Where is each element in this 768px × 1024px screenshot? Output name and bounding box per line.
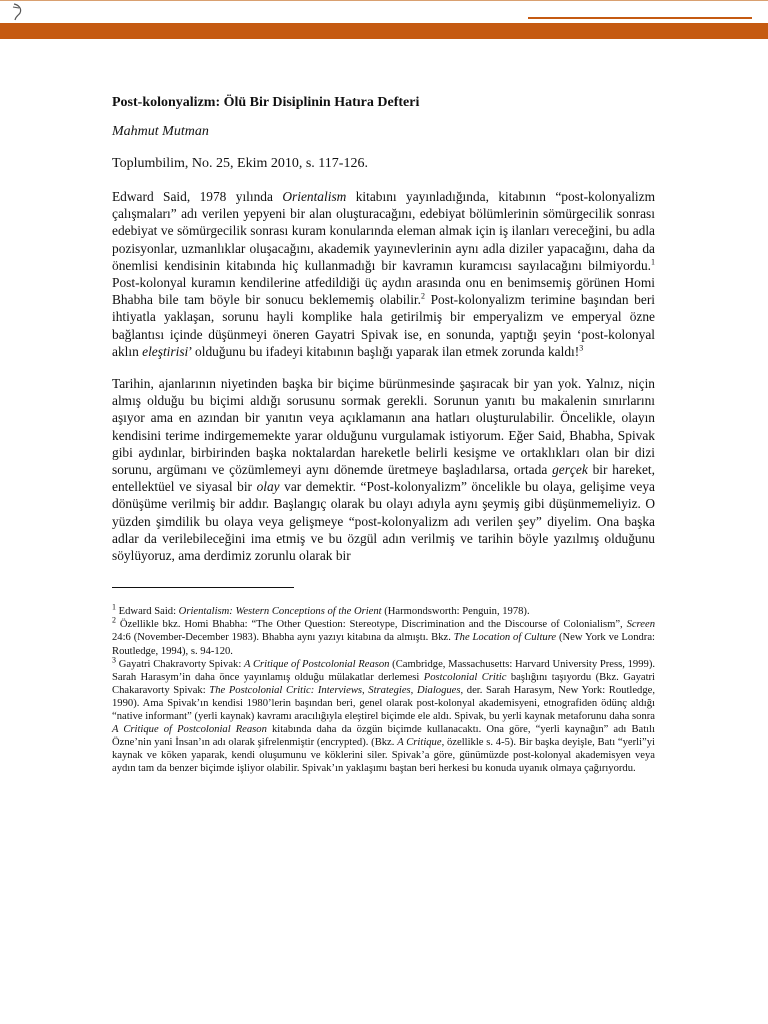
footnote-ref-2: 2	[420, 291, 425, 301]
header-bar	[0, 0, 768, 38]
quill-pen-icon	[10, 3, 24, 21]
emphasis: gerçek	[552, 462, 588, 478]
body-paragraph-1: Edward Said, 1978 yılında Orientalism kitabını yayınladığında, kitabının “post-kolonyalizm çalışmaları” adı verilen yepyeni bir alan oluşturacağını, edebiyat bölümlerinin sömürgecilik sonrası edebiyat ve sömürgecilik sonrası kuram konularında eleman almak için iş ilanları vereceğini, bu adla pozisyonlar, uzmanlıklar oluşacağını, akademik yayınevlerinin aynı adla diziler yapacağını, daha da önemlisi kendisinin kitabında hiç kullanmadığı bir kavramın kuramcısı sayılacağını bilmiyordu.$^1$ Post-kolonyal kuramın kendilerine atfedildiği üç aydın arasında onu en benimsemiş görünen Homi Bhabha bile tam böyle bir sonucu beklememiş olabilir.$^2$ Post-kolonyalizm terimine başından beri ihtiyatla yaklaşan, sorunu hayli komplike hala getirilmiş bir emperyalizm ve emperyal özne bağlantısı içinde düşünmeyi öneren Gayatri Spivak ise, en sonunda, yaptığı şeyin ‘post-kolonyal aklın eleştirisi’ olduğunu bu ifadeyi kitabının başlığı yaparak ilan etmek zorunda kaldı!$^3$	[112, 189, 655, 359]
document-page	[112, 94, 655, 775]
body-paragraph-2: Tarihin, ajanlarının niyetinden başka bir biçime bürünmesinde şaşıracak bir yan yok. Yalnız, niçin almış olduğu bu biçimi aldığı sorusunu sormak gerekli. Sorunun yanıtı bu makalenin sınırlarını aşıyor ama en azından bir yanıtın veya açıklamanın ana hatları oluşturulabilir. Öncelikle, olayın kendisini terime indirgememekte yarar olduğunu vurgulamak istiyorum. Eğer Said, Bhabha, Spivak gibi aydınlar, birbirinden başka noktalardan hareketle belirli kesişme ve ortaklıkları olan bir dizi sorunu, argümanı ve çözümlemeyi aynı dönemde üretmeye başladılarsa, ortada gerçek bir hareket, entellektüel ve siyasal bir olay var demektir. “Post-kolonyalizm” öncelikle bu olaya, gelişime veya dönüşüme verilmiş bir addır. Başlangıç olarak bu olayı adıyla aynı şeymiş gibi düşünmemeliyiz. O yüzden şimdilik bu olaya veya gelişmeye “post-kolonyalizm adı verilen şey” diyelim. Ona başka adlar da verilebileceğini ima etmiş ve bu özgül adın verilmiş ve tarihin böyle yazılmış olduğunu söylüyoruz, ama derdimiz zorunlu olarak bir	[112, 376, 656, 564]
book-title: Orientalism	[282, 189, 347, 204]
footnote-ref-3: 3	[579, 343, 584, 353]
footnote-1: $^1$ Edward Said: Orientalism: Western Conceptions of the Orient (Harmondsworth: Penguin, 1978).	[112, 602, 530, 618]
article-title: Post-kolonyalizm: Ölü Bir Disiplinin Hatıra Defteri	[112, 95, 420, 110]
header-rule	[528, 17, 752, 19]
article-citation: Toplumbilim, No. 25, Ekim 2010, s. 117-126.	[112, 156, 368, 171]
article-author: Mahmut Mutman	[112, 124, 209, 139]
footnote-separator	[112, 587, 294, 588]
footnote-2: $^2$ Özellikle bkz. Homi Bhabha: “The Other Question: Stereotype, Discrimination and the Discourse of Colonialism”, Screen 24:6 (November-December 1983). Bhabha aynı yazıyı kitabına da almıştı. Bkz. The Location of Culture (New York ve Londra: Routledge, 1994), s. 94-120.	[112, 615, 655, 657]
footnote-3: $^3$ Gayatri Chakravorty Spivak: A Critique of Postcolonial Reason (Cambridge, Massachusetts: Harvard University Press, 1999). Sarah Harasym’in daha önce yayınlamış olduğu mülakatlar derlemesi Postcolonial Critic başlığını taşıyordu (Bkz. Gayatri Chakaravorty Spivak: The Postcolonial Critic: Interviews, Strategies, Dialogues, der. Sarah Harasym, New York: Routledge, 1990). Ama Spivak’ın kendisi 1980’lerin başından beri, genel olarak post-kolonyal akademisyeni, etnografiden ödünç aldığı “native informant” (yerli kaynak) kavramı aracılığıyla eleştirel biçimde ele aldı. Spivak, bu yerli kaynak metaforunu daha sonra A Critique of Postcolonial Reason kitabında daha da özgün biçimde kullanacaktı. Ona göre, “yerli kaynağın” adı Batılı Özne’nin yani İnsan’ın adı olarak şifrelenmiştir (encrypted). (Bkz. A Critique, özellikle s. 4-5). Bir başka deyişle, Batı “yerli”yi kaynak ve köken yaparak, kendi oluşumunu ve köklerini siler. Spivak’a göre, günümüzde post-kolonyal akademisyen veya aydın tam da benzer biçimde işliyor olabilir. Spivak’ın yaklaşımı baştan beri herkesi bu konuda uyanık olmaya çağırıyordu.	[112, 655, 655, 775]
footnote-ref-1: 1	[651, 257, 655, 267]
brand-stripe	[0, 23, 768, 39]
emphasis: eleştirisi	[142, 343, 189, 359]
emphasis: olay	[256, 479, 280, 495]
